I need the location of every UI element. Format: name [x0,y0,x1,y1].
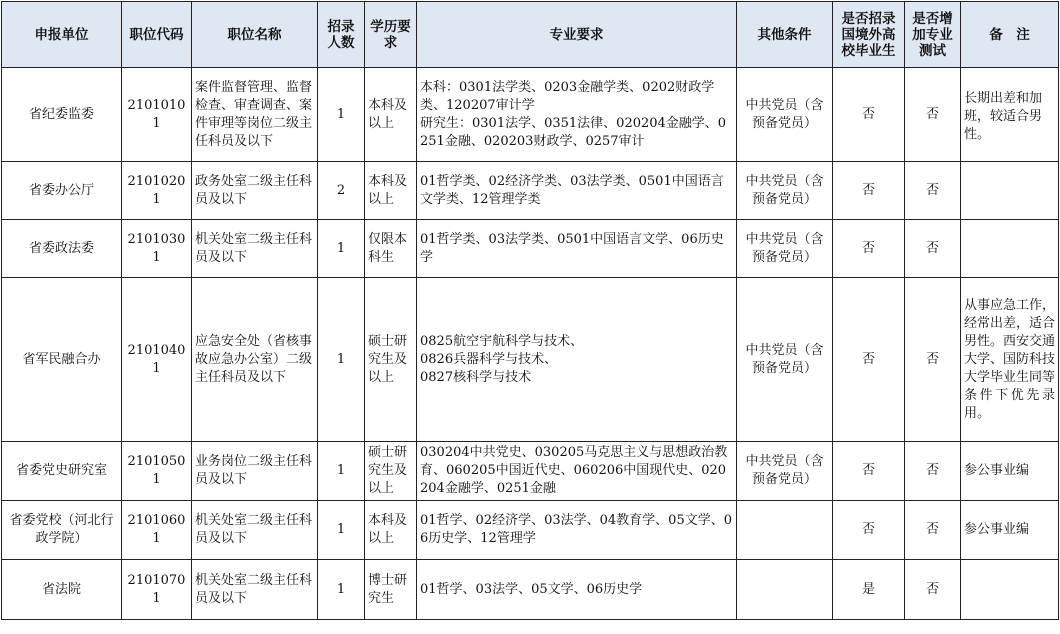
cell-code: 21010201 [122,162,192,220]
cell-other: 中共党员（含预备党员） [737,162,833,220]
cell-edu: 仅限本科生 [365,220,417,278]
cell-unit: 省军民融合办 [2,278,122,442]
cell-name: 政务处室二级主任科员及以下 [192,162,318,220]
table-row [2,68,1059,162]
cell-major: 01哲学类、02经济学类、03法学类、0501中国语言文学类、12管理学类 [417,162,737,220]
cell-major: 030204中共党史、030205马克思主义与思想政治教育、060205中国近代史、060206中国现代史、020204金融学、0251金融 [417,442,737,501]
header-count: 招录人数 [318,2,365,68]
cell-count: 1 [318,501,365,560]
cell-test: 否 [905,560,961,620]
cell-code: 21010701 [122,560,192,620]
cell-edu: 本科及以上 [365,162,417,220]
cell-overseas: 否 [833,68,905,162]
cell-major: 本科：0301法学类、0203金融学类、0202财政学类、120207审计学 研究生：0301法学、0351法律、020204金融学、0251金融、020203财政学、0257审计 [417,68,737,162]
cell-test: 否 [905,278,961,442]
cell-code: 21010501 [122,442,192,501]
header-test: 是否增加专业测试 [905,2,961,68]
header-name: 职位名称 [192,2,318,68]
cell-unit: 省委党史研究室 [2,442,122,501]
cell-overseas: 否 [833,501,905,560]
cell-count: 1 [318,68,365,162]
cell-edu: 本科及以上 [365,68,417,162]
cell-overseas: 否 [833,442,905,501]
cell-remark [961,220,1059,278]
cell-other: 中共党员（含预备党员） [737,68,833,162]
cell-overseas: 否 [833,162,905,220]
cell-name: 应急安全处（省核事故应急办公室）二级主任科员及以下 [192,278,318,442]
cell-name: 机关处室二级主任科员及以下 [192,220,318,278]
cell-name: 机关处室二级主任科员及以下 [192,501,318,560]
cell-other: 中共党员（含预备党员） [737,442,833,501]
header-other: 其他条件 [737,2,833,68]
cell-code: 21010301 [122,220,192,278]
cell-test: 否 [905,68,961,162]
cell-other [737,501,833,560]
cell-test: 否 [905,220,961,278]
header-row [2,2,1059,68]
header-overseas: 是否招录国境外高校毕业生 [833,2,905,68]
cell-overseas: 否 [833,220,905,278]
cell-remark: 长期出差和加班，较适合男性。 [961,68,1059,162]
cell-overseas: 是 [833,560,905,620]
cell-count: 1 [318,442,365,501]
cell-major: 0825航空宇航科学与技术、 0826兵器科学与技术、 0827核科学与技术 [417,278,737,442]
cell-name: 机关处室二级主任科员及以下 [192,560,318,620]
cell-name: 案件监督管理、监督检查、审查调查、案件审理等岗位二级主任科员及以下 [192,68,318,162]
cell-test: 否 [905,442,961,501]
cell-edu: 博士研究生 [365,560,417,620]
cell-code: 21010101 [122,68,192,162]
cell-other: 中共党员（含预备党员） [737,278,833,442]
cell-remark [961,162,1059,220]
cell-major: 01哲学类、03法学类、0501中国语言文学、06历史学 [417,220,737,278]
table-row [2,220,1059,278]
header-code: 职位代码 [122,2,192,68]
header-edu: 学历要求 [365,2,417,68]
cell-test: 否 [905,501,961,560]
table-row [2,560,1059,620]
cell-edu: 硕士研究生及以上 [365,442,417,501]
cell-other [737,560,833,620]
cell-unit: 省委党校（河北行政学院） [2,501,122,560]
recruitment-table [1,1,1059,620]
cell-remark: 参公事业编 [961,442,1059,501]
table-row [2,162,1059,220]
cell-count: 1 [318,560,365,620]
table-row [2,442,1059,501]
cell-name: 业务岗位二级主任科员及以下 [192,442,318,501]
cell-test: 否 [905,162,961,220]
header-major: 专业要求 [417,2,737,68]
cell-unit: 省法院 [2,560,122,620]
cell-code: 21010601 [122,501,192,560]
cell-other: 中共党员（含预备党员） [737,220,833,278]
cell-remark: 从事应急工作，经常出差，适合男性。西安交通大学、国防科技大学毕业生同等条件下优先录用。 [961,278,1059,442]
cell-remark: 参公事业编 [961,501,1059,560]
cell-unit: 省委办公厅 [2,162,122,220]
header-remark: 备 注 [961,2,1059,68]
cell-edu: 硕士研究生及以上 [365,278,417,442]
cell-remark [961,560,1059,620]
table-row [2,278,1059,442]
cell-major: 01哲学、02经济学、03法学、04教育学、05文学、06历史学、12管理学 [417,501,737,560]
cell-unit: 省委政法委 [2,220,122,278]
cell-overseas: 否 [833,278,905,442]
cell-count: 2 [318,162,365,220]
cell-count: 1 [318,220,365,278]
cell-edu: 本科及以上 [365,501,417,560]
cell-unit: 省纪委监委 [2,68,122,162]
header-unit: 申报单位 [2,2,122,68]
cell-major: 01哲学、03法学、05文学、06历史学 [417,560,737,620]
table-row [2,501,1059,560]
cell-code: 21010401 [122,278,192,442]
cell-count: 1 [318,278,365,442]
